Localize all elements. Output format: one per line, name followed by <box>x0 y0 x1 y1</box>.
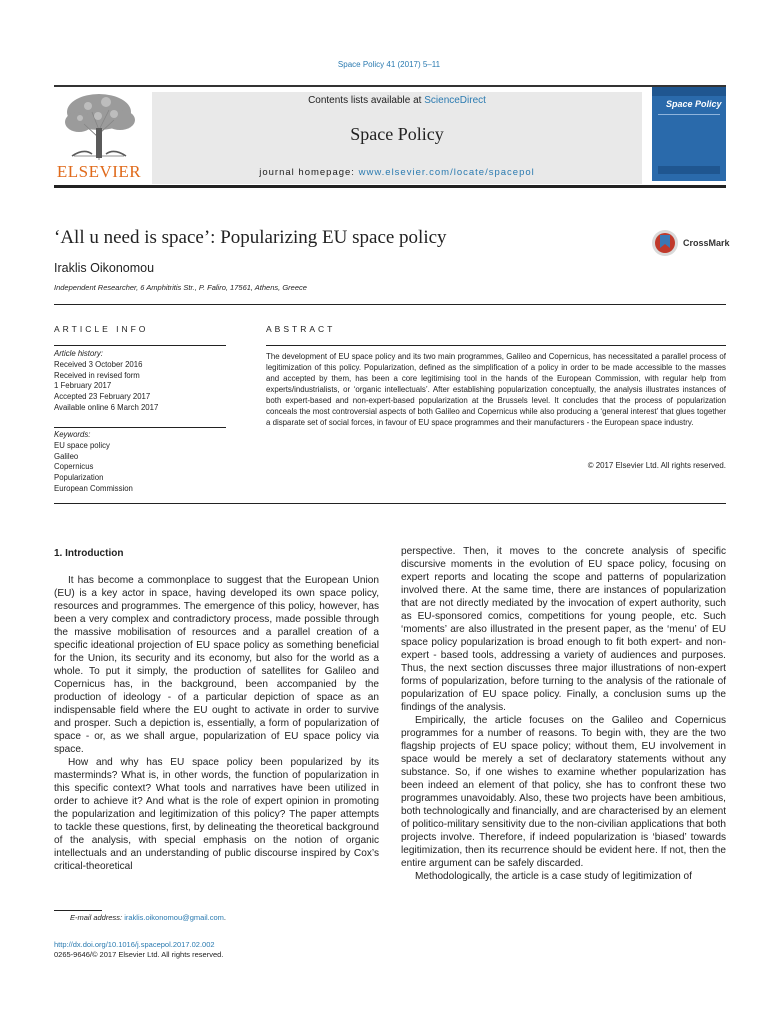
email-label: E-mail address: <box>70 913 125 922</box>
sciencedirect-link[interactable]: ScienceDirect <box>424 95 486 106</box>
section-heading: 1. Introduction <box>54 548 124 559</box>
title-rule <box>54 304 726 305</box>
doi-link[interactable]: http://dx.doi.org/10.1016/j.spacepol.2017.02.002 <box>54 940 215 949</box>
journal-header-panel <box>152 92 642 184</box>
email-footnote <box>54 913 226 922</box>
author-name[interactable]: Iraklis Oikonomou <box>54 261 155 275</box>
email-suffix: . <box>223 913 227 922</box>
elsevier-wordmark: ELSEVIER <box>56 162 142 181</box>
cover-title: Space Policy <box>666 99 722 109</box>
author-affiliation: Independent Researcher, 6 Amphitritis Str., P. Faliro, 17561, Athens, Greece <box>54 283 307 292</box>
contents-prefix: Contents lists available at <box>308 95 425 106</box>
abstract-end-rule <box>54 503 726 504</box>
homepage-prefix: journal homepage: <box>259 167 359 178</box>
body-paragraph: Empirically, the article focuses on the Galileo and Copernicus programmes for a number of reasons. To begin with, they are the two flagship projects of EU space policy; without them, EU involvement in space would be merely a set of declaratory statements without any substance. So, if one wishes to examine whether popularization has been indeed an element of that policy, she has to confront these two programmes unavoidably. Also, these two projects have been ambitious, both technologically and financially, and are characterised by an element of politico-military sensitivity due to the non-civilian applications that both projects involve. Therefore, if indeed popularization is ‘biased’ towards legitimization, then its recurrence should be evident here. If not, then the entire argument can be safely discarded. <box>401 715 726 869</box>
body-paragraph: How and why has EU space policy been popularized by its masterminds? What is, in other words, the function of popularization in this specific context? What tools and narratives have been utilized in order to achieve it? And what is the role of expert opinion in promoting the popularization and legitimization of this policy? The paper attempts to tackle these questions, first, by delineating the theoretical background of the analysis, with special emphasis on the notion of organic intellectuals and an understanding of public discourse inspired by Cox’s critical-theoretical <box>54 757 379 872</box>
keywords-list <box>54 430 244 495</box>
keyword-item: Copernicus <box>54 462 94 472</box>
body-paragraph: perspective. Then, it moves to the concrete analysis of specific discursive moments in the evolution of EU space policy, focusing on expert reports and locating the scope and patterns of popularization involved there. At the same time, there are instances of popularization that are not directly mediated by the invocation of expert authority, such as EU-sponsored comics, competitions for young people, etc. Such ‘moments’ are also illustrated in the present paper, as the ‘menu’ of EU space policy popularization is broad enough to fit both expert- and non-expert - based tools, addressing a variety of audiences and purposes. Thus, the next section discusses three major illustrations of non-expert forms of popularization, before turning to the analysis of the rationale of popularization of EU space policy. Finally, a conclusion sums up the findings of the analysis. <box>401 546 726 713</box>
footnote-rule <box>54 910 102 911</box>
keyword-item: European Commission <box>54 483 133 493</box>
keywords-rule <box>54 427 226 428</box>
homepage-link[interactable]: www.elsevier.com/locate/spacepol <box>358 167 535 178</box>
article-info-rule <box>54 345 226 346</box>
history-item: Received in revised form <box>54 370 140 380</box>
crossmark-badge[interactable] <box>651 228 741 258</box>
keyword-item: Galileo <box>54 451 79 461</box>
article-info-heading: ARTICLE INFO <box>54 324 149 334</box>
body-paragraph: Methodologically, the article is a case study of legitimization of <box>415 871 692 882</box>
abstract-rule <box>266 345 726 346</box>
article-history <box>54 349 244 414</box>
body-paragraph: It has become a commonplace to suggest that the European Union (EU) is a key actor in space, having developed its own space policy, resources and programmes. The emergence of this policy, however, has been a very complex and contradictory process, made possible through the massive mobilisation of resources and a parallel creation of a specific ideational projection of EU space policy as something beneficial for the Union, its security and its economy, but also for the world as a whole. To put it simply, the production of satellites for Galileo and Copernicus has, in the background, been accompanied by the production of ideology - of a particular depiction of space as an indispensable field where the EU ought to activate in order to survive and prosper. Such a depiction is, essentially, a form of popularization of space - or, as we shall argue, popularization of EU space policy via space. <box>54 575 379 755</box>
tree-logo-icon <box>54 90 144 162</box>
crossmark-icon <box>651 228 679 258</box>
top-rule <box>54 85 726 87</box>
history-item: 1 February 2017 <box>54 381 112 391</box>
article-title: ‘All u need is space’: Popularizing EU space policy <box>54 227 447 248</box>
elsevier-logo[interactable] <box>54 90 144 182</box>
abstract-heading: ABSTRACT <box>266 324 336 334</box>
issn-copyright: 0265-9646/© 2017 Elsevier Ltd. All rights reserved. <box>54 950 224 959</box>
journal-name[interactable]: Space Policy <box>350 124 444 144</box>
journal-homepage <box>152 167 642 178</box>
header-rule <box>54 185 726 188</box>
crossmark-label: CrossMark <box>683 238 730 248</box>
right-column <box>401 545 726 883</box>
keywords-label: Keywords: <box>54 430 91 439</box>
keyword-item: EU space policy <box>54 440 110 450</box>
email-link[interactable]: iraklis.oikonomou@gmail.com <box>124 913 224 922</box>
journal-cover[interactable] <box>652 86 726 181</box>
abstract-copyright: © 2017 Elsevier Ltd. All rights reserved. <box>587 461 726 470</box>
left-column <box>54 574 379 873</box>
history-item: Accepted 23 February 2017 <box>54 392 151 402</box>
journal-citation[interactable]: Space Policy 41 (2017) 5–11 <box>337 60 441 69</box>
history-item: Available online 6 March 2017 <box>54 402 159 412</box>
history-label: Article history: <box>54 349 103 358</box>
contents-line <box>152 95 642 106</box>
keyword-item: Popularization <box>54 473 104 483</box>
abstract-text: The development of EU space policy and its two main programmes, Galileo and Copernicus, has necessitated a parallel process of legitimization of this policy. Popularization, defined as the simplification of a policy in order to be made accessible to the masses and accepted by them, has been a core legitimising tool in the hands of the European Commission, with regular help from experts/industrialists, or ‘organic intellectuals’. After establishing popularization conceptually, the analysis illustrates instances of both expert-based and non-expert-based popularization at the Brussels level. It concludes that the process of popularization conceals the most controversial aspects of both Galileo and Copernicus while also producing a ‘general interest’ that glues together a disparate set of social forces, in favour of EU space programmes and their manufacturers - the European space industry. <box>266 352 726 427</box>
history-item: Received 3 October 2016 <box>54 359 143 369</box>
